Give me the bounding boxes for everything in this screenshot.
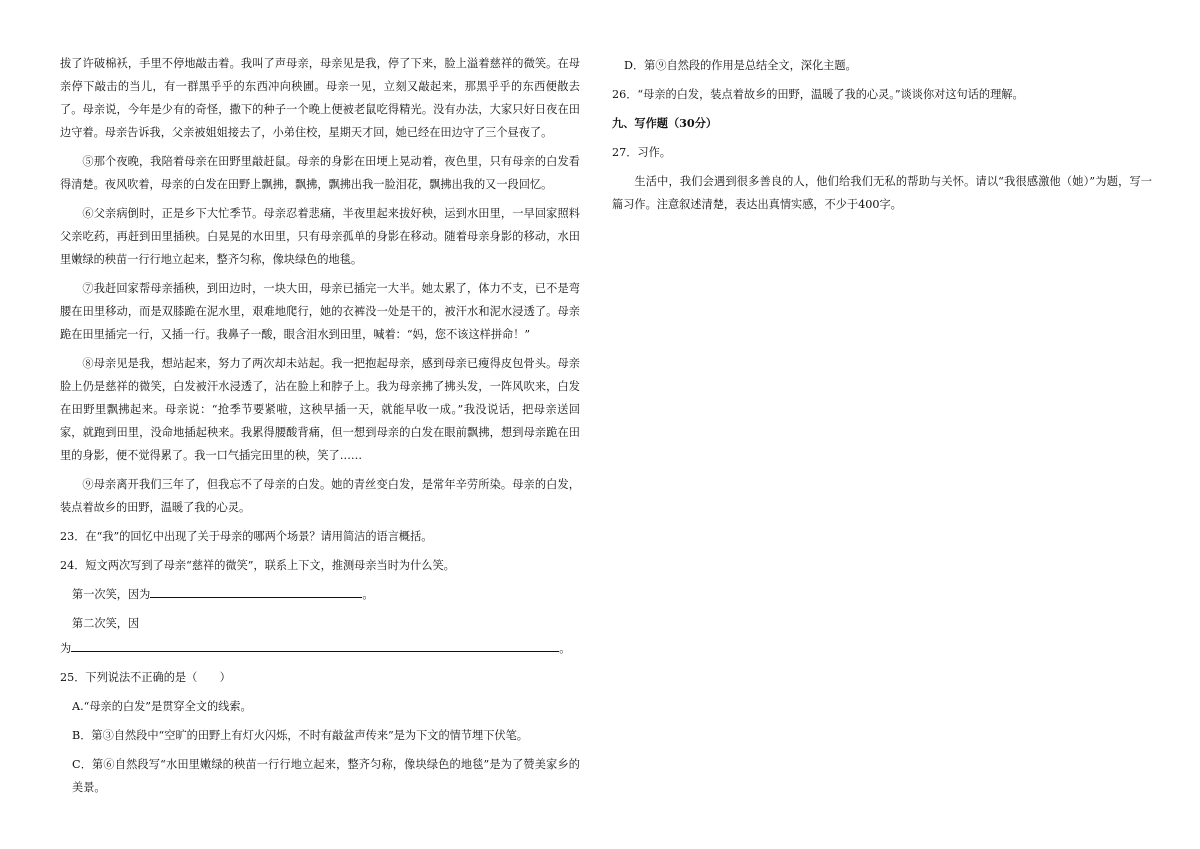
second-smile-label: 第二次笑，因 <box>72 617 140 630</box>
option-d: D．第⑨自然段的作用是总结全文，深化主题。 <box>624 59 857 72</box>
paragraph-7: ⑦我赶回家帮母亲插秧，到田边时，一块大田，母亲已插完一大半。她太累了，体力不支，已不是弯腰在田里移动，而是双膝跪在泥水里，艰难地爬行，她的衣裤没一处是干的，被汗水和泥水浸透了。母亲跪在田里插完一行，又插一行。我鼻子一酸，眼含泪水到田里，喊着：“妈，您不该这样拼命！” <box>60 282 580 341</box>
question-27: 27．习作。 <box>612 146 671 159</box>
question-25: 25．下列说法不正确的是（ ） <box>60 671 231 684</box>
option-c: C．第⑥自然段写“水田里嫩绿的秧苗一行行地立起来，整齐匀称，像块绿色的地毯”是为了赞美家乡的美景。 <box>72 758 580 794</box>
question-26: 26．“母亲的白发，装点着故乡的田野，温暖了我的心灵。”谈谈你对这句话的理解。 <box>612 88 1024 101</box>
right-column <box>612 52 1152 216</box>
paragraph-5: ⑤那个夜晚，我陪着母亲在田野里敲赶鼠。母亲的身影在田埂上晃动着，夜色里，只有母亲的白发看得清楚。夜风吹着，母亲的白发在田野上飘拂，飘拂，飘拂出我一脸泪花，飘拂出我的又一段回忆。 <box>60 155 580 191</box>
option-b: B．第③自然段中“空旷的田野上有灯火闪烁，不时有敲盆声传来”是为下文的情节埋下伏笔。 <box>72 729 528 742</box>
paragraph-6: ⑥父亲病倒时，正是乡下大忙季节。母亲忍着悲痛，半夜里起来拔好秧，运到水田里，一早回家照料父亲吃药，再赶到田里插秧。白晃晃的水田里，只有母亲孤单的身影在移动。随着母亲身影的移动，水田里嫩绿的秧苗一行行地立起来，整齐匀称，像块绿色的地毯。 <box>60 207 580 266</box>
question-23: 23．在“我”的回忆中出现了关于母亲的哪两个场景？请用简洁的语言概括。 <box>60 530 433 543</box>
option-a: A.“母亲的白发”是贯穿全文的线索。 <box>72 700 252 713</box>
left-column <box>60 52 580 805</box>
answer-line-first-smile <box>72 583 580 606</box>
second-smile-label-cont: 为 <box>60 642 72 655</box>
first-smile-label: 第一次笑，因为 <box>72 588 151 601</box>
second-smile-period: 。 <box>559 642 571 655</box>
first-smile-period: 。 <box>362 588 374 601</box>
question-24: 24．短文两次写到了母亲“慈祥的微笑”，联系上下文，推测母亲当时为什么笑。 <box>60 559 455 572</box>
paragraph-9: ⑨母亲离开我们三年了，但我忘不了母亲的白发。她的青丝变白发，是常年辛劳所染。母亲的白发，装点着故乡的田野，温暖了我的心灵。 <box>60 478 580 514</box>
answer-line-second-smile <box>60 637 580 660</box>
answer-line-second-smile-label <box>72 612 580 635</box>
first-smile-answer-blank[interactable] <box>150 583 362 598</box>
section-9-title: 九、写作题（30分） <box>612 116 718 130</box>
writing-prompt: 生活中，我们会遇到很多善良的人，他们给我们无私的帮助与关怀。请以“我很感激他（她）”为题，写一篇习作。注意叙述清楚，表达出真情实感，不少于400字。 <box>612 175 1152 211</box>
second-smile-answer-blank[interactable] <box>71 637 559 652</box>
paragraph-continued: 拔了许破棉袄，手里不停地敲击着。我叫了声母亲，母亲见是我，停了下来，脸上溢着慈祥的微笑。在母亲停下敲击的当儿，有一群黑乎乎的东西冲向秧圃。母亲一见，立刻又敲起来，那黑乎乎的东西便散去了。母亲说，今年是少有的奇怪，撒下的种子一个晚上便被老鼠吃得精光。没有办法，大家只好日夜在田边守着。母亲告诉我，父亲被姐姐接去了，小弟住校，星期天才回，她已经在田边守了三个昼夜了。 <box>60 57 580 139</box>
paragraph-8: ⑧母亲见是我，想站起来，努力了两次却未站起。我一把抱起母亲，感到母亲已瘦得皮包骨头。母亲脸上仍是慈祥的微笑，白发被汗水浸透了，沾在脸上和脖子上。我为母亲拂了拂头发，一阵风吹来，白发在田野里飘拂起来。母亲说：“抢季节要紧啦，这秧早插一天，就能早收一成。”我没说话，把母亲送回家，就跑到田里，没命地插起秧来。我累得腰酸背痛，但一想到母亲的白发在眼前飘拂，想到母亲跪在田里的身影，便不觉得累了。我一口气插完田里的秧，笑了…… <box>60 357 580 462</box>
